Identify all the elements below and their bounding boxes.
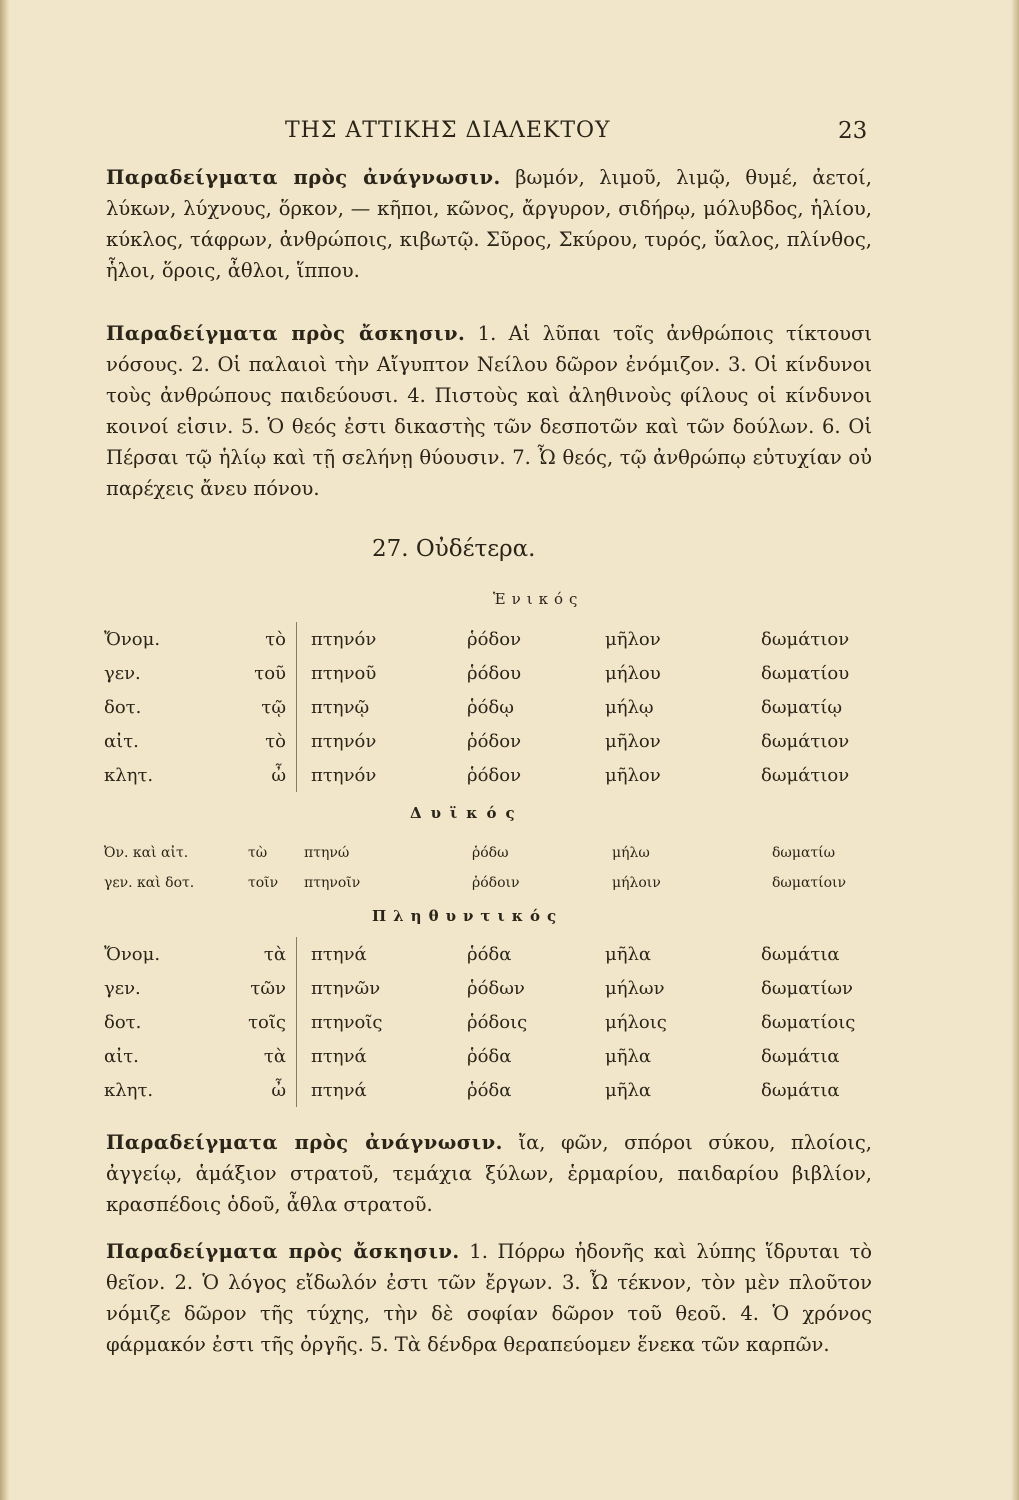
article: τοῖν: [248, 875, 279, 891]
noun-domation: δωμάτια: [761, 1045, 840, 1067]
paragraph-lead: Παραδείγματα πρὸς ἀνάγνωσιν.: [106, 1131, 503, 1154]
article: τοῖς: [200, 1005, 297, 1039]
dual-table: [104, 838, 902, 898]
singular-row: [104, 724, 891, 758]
noun-melon: μῆλα: [605, 1045, 652, 1067]
case-label: γεν.: [104, 977, 141, 999]
noun-pteron: πτηνοῦ: [311, 662, 377, 684]
paragraph-text: ἴα, φῶν, σπόροι σύκου, πλοίοις, ἀγγείῳ, ἁμάξιον στρατοῦ, τεμάχια ξύλων, ἑρμαρίου, παιδαρίου βιβλίον, κρασπέδοις ὁδοῦ, ἆθλα στρατοῦ.: [106, 1131, 873, 1216]
plural-row: [104, 971, 891, 1005]
paragraph-text: 1. Πόρρω ἡδονῆς καὶ λύπης ἵδρυται τὸ θεῖον. 2. Ὁ λόγος εἴδωλόν ἐστι τῶν ἔργων. 3. Ὦ τέκνον, τὸν μὲν πλοῦτον νόμιζε δῶρον τῆς τύχης, τὴν δὲ σοφίαν δῶρον τοῦ θεοῦ. 4. Ὁ χρόνος φάρμακόν ἐστι τῆς ὀργῆς. 5. Τὰ δένδρα θεραπεύομεν ἕνεκα τῶν καρπῶν.: [106, 1240, 872, 1356]
noun-rhodon: ῥόδω: [472, 845, 509, 861]
page-edge-left: [0, 0, 10, 1500]
plural-heading: Πληθυντικός: [372, 907, 564, 925]
case-label: γεν. καὶ δοτ.: [104, 875, 195, 891]
exercise-examples-paragraph-2: [106, 1236, 872, 1360]
page-number: 23: [838, 118, 868, 144]
noun-melon: μῆλα: [605, 943, 652, 965]
singular-row: [104, 622, 891, 656]
noun-pteron: πτηνῶν: [311, 977, 381, 999]
noun-rhodon: ῥόδον: [467, 764, 522, 786]
noun-melon: μήλω: [612, 845, 650, 861]
noun-rhodon: ῥόδου: [467, 662, 522, 684]
noun-domation: δωμάτια: [761, 1079, 840, 1101]
article: τοῦ: [200, 656, 297, 690]
noun-rhodon: ῥόδον: [467, 628, 522, 650]
noun-pteron: πτηνῷ: [311, 696, 370, 718]
noun-domation: δωμάτιον: [761, 764, 850, 786]
noun-rhodon: ῥόδῳ: [467, 696, 514, 718]
noun-domation: δωμάτια: [761, 943, 840, 965]
dual-row: [104, 868, 902, 898]
article: τὼ: [248, 845, 268, 861]
plural-row: [104, 1039, 891, 1073]
case-label: Ὄνομ.: [104, 943, 161, 965]
noun-domation: δωμάτιον: [761, 730, 850, 752]
case-label: δοτ.: [104, 696, 142, 718]
case-label: κλητ.: [104, 764, 154, 786]
article: ὦ: [200, 758, 297, 792]
singular-table: [104, 622, 891, 792]
noun-melon: μήλοις: [605, 1011, 667, 1033]
noun-domation: δωματίου: [761, 662, 850, 684]
case-label: Ὀν. καὶ αἰτ.: [104, 845, 189, 861]
noun-melon: μῆλον: [605, 764, 661, 786]
plural-row: [104, 1073, 891, 1107]
noun-rhodon: ῥόδον: [467, 730, 522, 752]
noun-domation: δωμάτιον: [761, 628, 850, 650]
paragraph-lead: Παραδείγματα πρὸς ἄσκησιν.: [106, 1240, 460, 1263]
reading-examples-paragraph-2: [106, 1127, 872, 1220]
noun-pteron: πτηνά: [311, 1045, 367, 1067]
noun-rhodon: ῥόδων: [467, 977, 525, 999]
article: τὰ: [200, 1039, 297, 1073]
article: τὰ: [200, 937, 297, 971]
paragraph-text: βωμόν, λιμοῦ, λιμῷ, θυμέ, ἀετοί, λύκων, λύχνους, ὅρκον, — κῆποι, κῶνος, ἄργυρον, σιδήρῳ, μόλυβδος, ἡλίου, κύκλος, τάφρων, ἀνθρώποις, κιβωτῷ. Σῦρος, Σκύρου, τυρός, ὕαλος, πλίνθος, ἧλοι, ὅροις, ἆθλοι, ἵππου.: [106, 166, 873, 282]
noun-melon: μῆλα: [605, 1079, 652, 1101]
plural-row: [104, 1005, 891, 1039]
noun-melon: μήλων: [605, 977, 665, 999]
dual-row: [104, 838, 902, 868]
article: τῶν: [200, 971, 297, 1005]
noun-domation: δωματίοις: [761, 1011, 856, 1033]
noun-melon: μήλῳ: [605, 696, 654, 718]
noun-rhodon: ῥόδα: [467, 1079, 512, 1101]
noun-domation: δωματίω: [772, 845, 836, 861]
noun-melon: μῆλον: [605, 628, 661, 650]
noun-pteron: πτηνόν: [311, 628, 377, 650]
noun-domation: δωματίοιν: [772, 875, 847, 891]
noun-rhodon: ῥόδα: [467, 1045, 512, 1067]
noun-melon: μῆλον: [605, 730, 661, 752]
case-label: αἰτ.: [104, 1045, 139, 1067]
case-label: κλητ.: [104, 1079, 154, 1101]
noun-domation: δωματίῳ: [761, 696, 843, 718]
noun-melon: μήλοιν: [612, 875, 661, 891]
running-head: ΤΗΣ ΑΤΤΙΚΗΣ ΔΙΑΛΕΚΤΟΥ: [285, 118, 611, 143]
noun-rhodon: ῥόδα: [467, 943, 512, 965]
case-label: δοτ.: [104, 1011, 142, 1033]
exercise-examples-paragraph: [106, 318, 872, 504]
paragraph-lead: Παραδείγματα πρὸς ἀνάγνωσιν.: [106, 166, 501, 189]
singular-heading: Ἑνικός: [493, 590, 584, 608]
noun-pteron: πτηνοῖς: [311, 1011, 383, 1033]
case-label: Ὄνομ.: [104, 628, 161, 650]
dual-heading: Δυϊκός: [410, 804, 524, 822]
noun-pteron: πτηνά: [311, 943, 367, 965]
section-title: 27. Οὐδέτερα.: [372, 536, 536, 562]
article: τῷ: [200, 690, 297, 724]
reading-examples-paragraph: [106, 162, 872, 286]
case-label: αἰτ.: [104, 730, 139, 752]
noun-melon: μήλου: [605, 662, 661, 684]
noun-pteron: πτηνά: [311, 1079, 367, 1101]
noun-rhodon: ῥόδοιν: [472, 875, 520, 891]
article: τὸ: [200, 724, 297, 758]
plural-row: [104, 937, 891, 971]
singular-row: [104, 656, 891, 690]
article: ὦ: [200, 1073, 297, 1107]
noun-pteron: πτηνόν: [311, 730, 377, 752]
noun-pteron: πτηνόν: [311, 764, 377, 786]
noun-pteron: πτηνοῖν: [304, 875, 361, 891]
plural-table: [104, 937, 891, 1107]
singular-row: [104, 690, 891, 724]
noun-domation: δωματίων: [761, 977, 854, 999]
noun-pteron: πτηνώ: [304, 845, 350, 861]
noun-rhodon: ῥόδοις: [467, 1011, 528, 1033]
paragraph-lead: Παραδείγματα πρὸς ἄσκησιν.: [106, 322, 466, 345]
singular-row: [104, 758, 891, 792]
page-edge-right: [1011, 0, 1019, 1500]
article: τὸ: [200, 622, 297, 656]
paragraph-text: 1. Αἱ λῦπαι τοῖς ἀνθρώποις τίκτουσι νόσους. 2. Οἱ παλαιοὶ τὴν Αἴγυπτον Νείλου δῶρον ἐνόμιζον. 3. Οἱ κίνδυνοι τοὺς ἀνθρώπους παιδεύουσι. 4. Πιστοὺς καὶ ἀληθινοὺς φίλους οἱ κίνδυνοι κοινοί εἰσιν. 5. Ὁ θεός ἐστι δικαστὴς τῶν δεσποτῶν καὶ τῶν δούλων. 6. Οἱ Πέρσαι τῷ ἡλίῳ καὶ τῇ σελήνῃ θύουσιν. 7. Ὦ θεός, τῷ ἀνθρώπῳ εὐτυχίαν οὐ παρέχεις ἄνευ πόνου.: [106, 322, 872, 500]
case-label: γεν.: [104, 662, 141, 684]
